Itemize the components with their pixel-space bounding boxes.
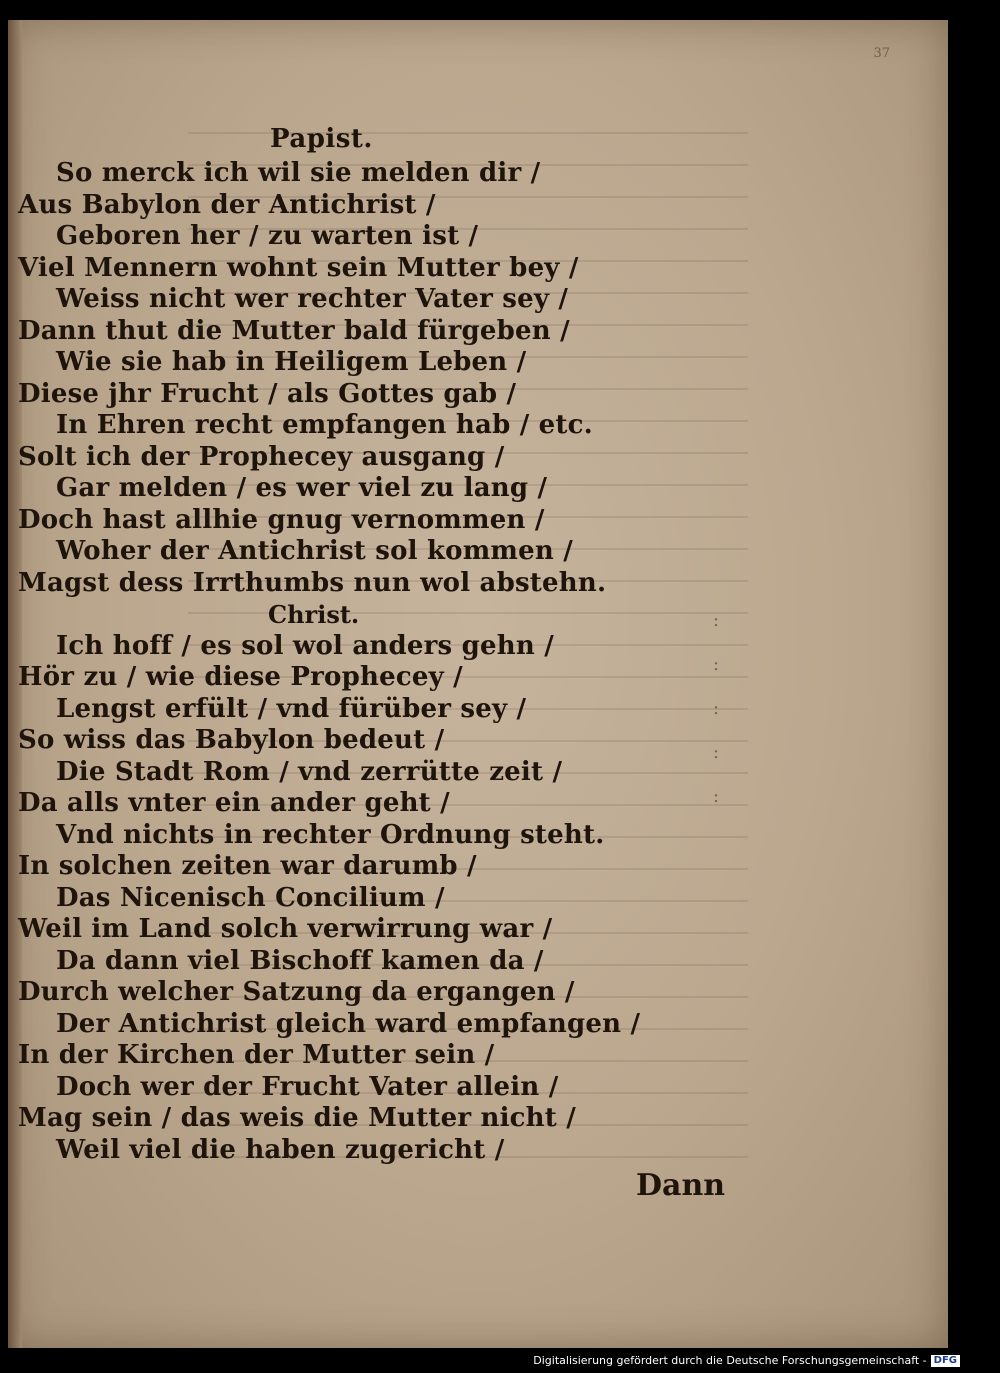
- verse-line: Die Stadt Rom / vnd zerrütte zeit /: [56, 756, 563, 787]
- verse-line: Mag sein / das weis die Mutter nicht /: [18, 1103, 576, 1133]
- verse-line: Viel Mennern wohnt sein Mutter bey /: [18, 252, 579, 283]
- margin-mark: :: [713, 786, 720, 807]
- verse-line: Wie sie hab in Heiligem Leben /: [56, 347, 527, 377]
- book-page: [8, 20, 948, 1348]
- verse-line: Lengst erfült / vnd fürüber sey /: [56, 693, 527, 724]
- margin-mark: :: [713, 742, 720, 763]
- verse-line: Dann thut die Mutter bald fürgeben /: [18, 315, 570, 346]
- verse-list: [8, 158, 768, 1166]
- verse-line: Weiss nicht wer rechter Vater sey /: [56, 284, 569, 314]
- verse-line: Gar melden / es wer viel zu lang /: [56, 473, 548, 503]
- speaker-christ: Christ.: [268, 600, 360, 629]
- verse-line: Das Nicenisch Concilium /: [56, 882, 445, 913]
- verse-line: Geboren her / zu warten ist /: [56, 221, 479, 251]
- verse-line: So wiss das Babylon bedeut /: [18, 725, 445, 755]
- verse-line: Weil im Land solch verwirrung war /: [18, 914, 553, 944]
- verse-line: In Ehren recht empfangen hab / etc.: [56, 410, 593, 440]
- digitization-credit: [533, 1354, 960, 1367]
- verse-line: Durch welcher Satzung da ergangen /: [18, 977, 575, 1007]
- verse-line: Magst dess Irrthumbs nun wol abstehn.: [18, 567, 607, 598]
- verse-line: In solchen zeiten war darumb /: [18, 851, 477, 881]
- verse-line: Der Antichrist gleich ward empfangen /: [56, 1008, 641, 1039]
- verse-line: Weil viel die haben zugericht /: [56, 1134, 505, 1165]
- verse-line: Doch wer der Frucht Vater allein /: [56, 1071, 559, 1102]
- verse-line: So merck ich wil sie melden dir /: [56, 158, 541, 188]
- speaker-papist: Papist.: [270, 124, 373, 154]
- margin-mark: :: [713, 654, 720, 675]
- verse-line: Vnd nichts in rechter Ordnung steht.: [56, 819, 605, 850]
- verse-line: Da alls vnter ein ander geht /: [18, 788, 450, 818]
- verse-line: Aus Babylon der Antichrist /: [18, 189, 436, 220]
- credit-text: Digitalisierung gefördert durch die Deutsche Forschungsgemeinschaft -: [533, 1354, 927, 1367]
- catchword: Dann: [636, 1168, 726, 1203]
- margin-mark: :: [713, 610, 720, 631]
- verse-line: Hör zu / wie diese Prophecey /: [18, 662, 463, 692]
- verse-line: Da dann viel Bischoff kamen da /: [56, 945, 544, 976]
- verse-line: Woher der Antichrist sol kommen /: [56, 536, 573, 566]
- margin-mark: :: [713, 698, 720, 719]
- dfg-logo: DFG: [931, 1355, 960, 1367]
- verse-line: Ich hoff / es sol wol anders gehn /: [56, 630, 554, 661]
- verse-line: Diese jhr Frucht / als Gottes gab /: [18, 378, 517, 409]
- folio-number: 37: [873, 46, 890, 61]
- margin-marks: [713, 610, 743, 830]
- verse-line: Doch hast allhie gnug vernommen /: [18, 504, 545, 535]
- verse-line: In der Kirchen der Mutter sein /: [18, 1040, 495, 1070]
- verse-line: Solt ich der Prophecey ausgang /: [18, 441, 505, 472]
